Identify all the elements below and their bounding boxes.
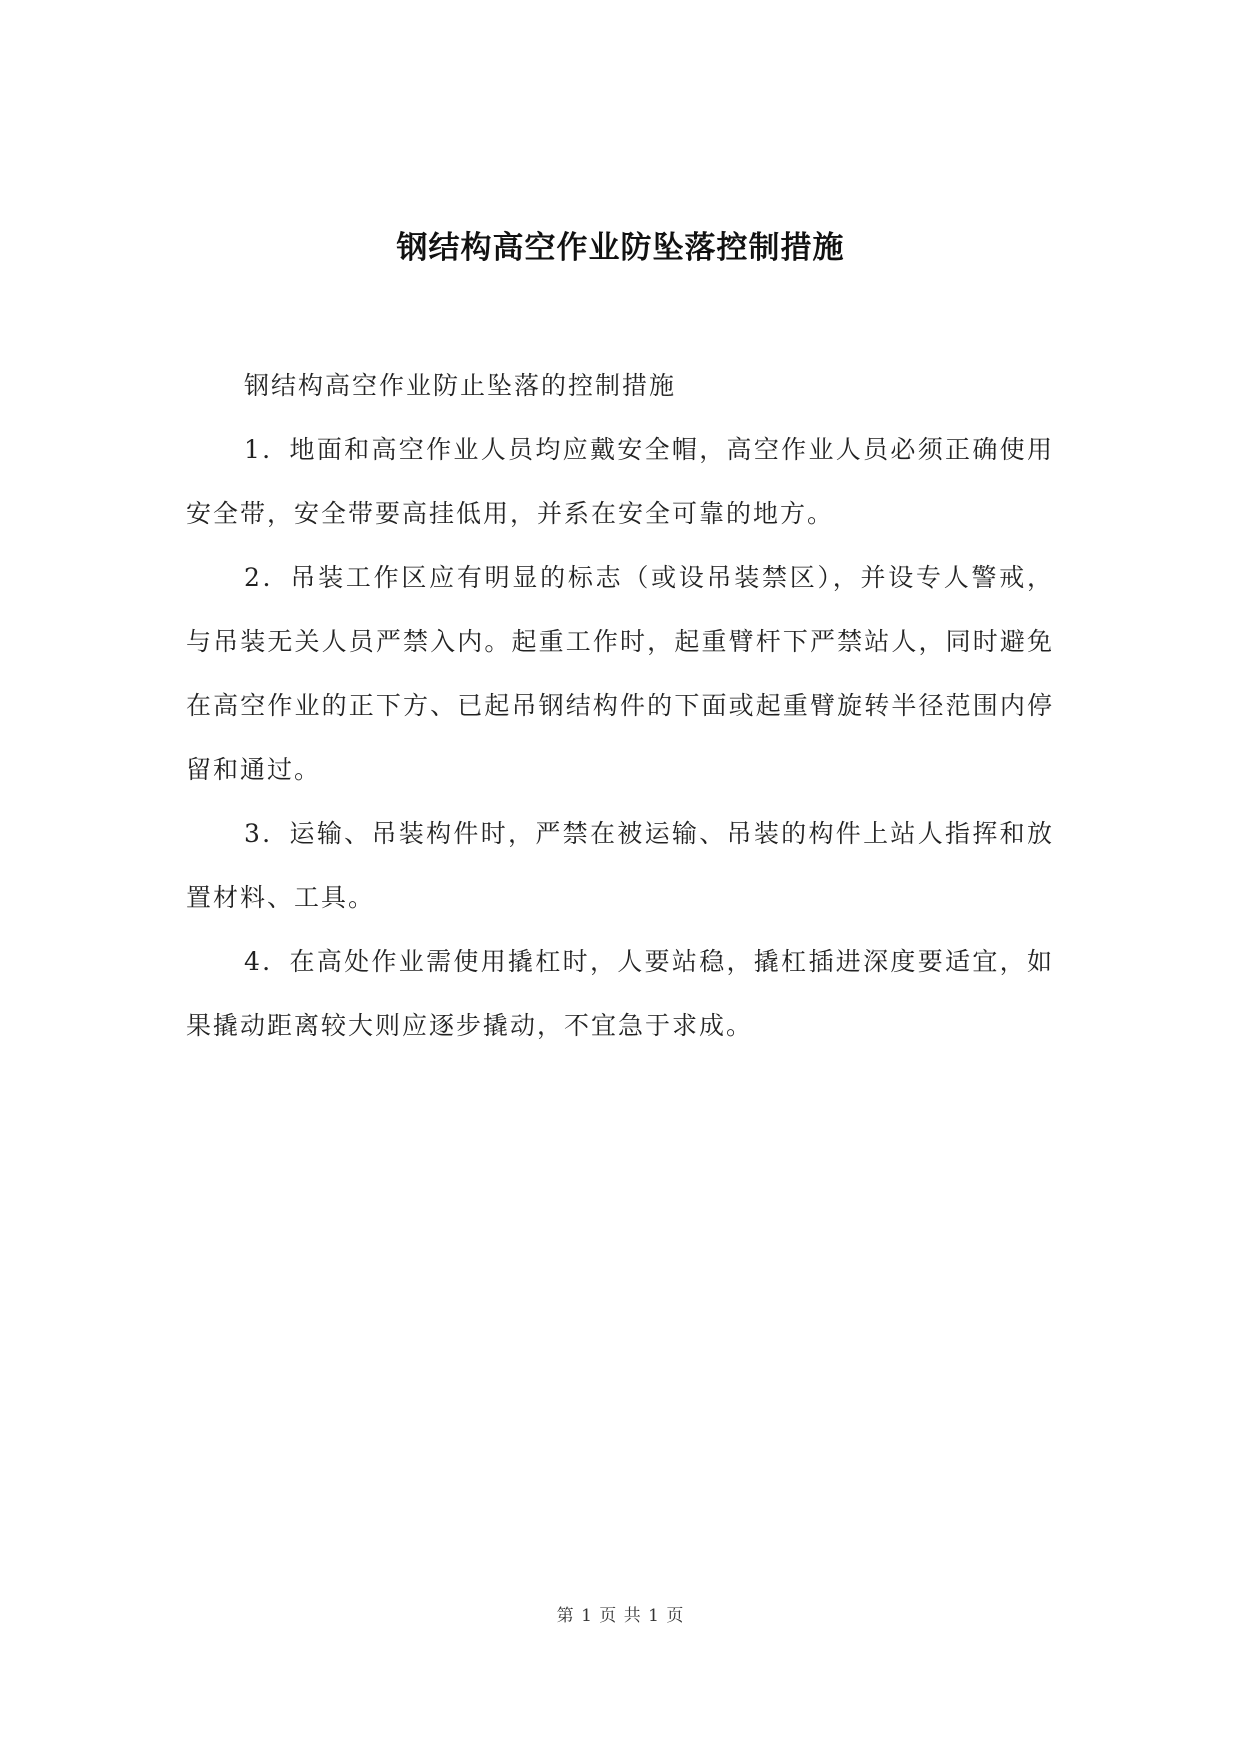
measure-item-4: 4．在高处作业需使用撬杠时，人要站稳，撬杠插进深度要适宜，如果撬动距离较大则应逐步撬动，不宜急于求成。	[186, 947, 1054, 1040]
measure-item-1: 1．地面和高空作业人员均应戴安全帽，高空作业人员必须正确使用安全带，安全带要高挂低用，并系在安全可靠的地方。	[186, 435, 1054, 528]
page-number-footer: 第 1 页 共 1 页	[556, 1606, 685, 1626]
intro-paragraph: 钢结构高空作业防止坠落的控制措施	[244, 371, 677, 400]
measure-item-3: 3．运输、吊装构件时，严禁在被运输、吊装的构件上站人指挥和放置材料、工具。	[186, 819, 1054, 912]
document-title: 钢结构高空作业防坠落控制措施	[396, 230, 845, 266]
document-body	[186, 354, 1054, 1058]
measure-item-2: 2．吊装工作区应有明显的标志（或设吊装禁区），并设专人警戒，与吊装无关人员严禁入内。起重工作时，起重臂杆下严禁站人，同时避免在高空作业的正下方、已起吊钢结构件的下面或起重臂旋转半径范围内停留和通过。	[186, 563, 1054, 784]
